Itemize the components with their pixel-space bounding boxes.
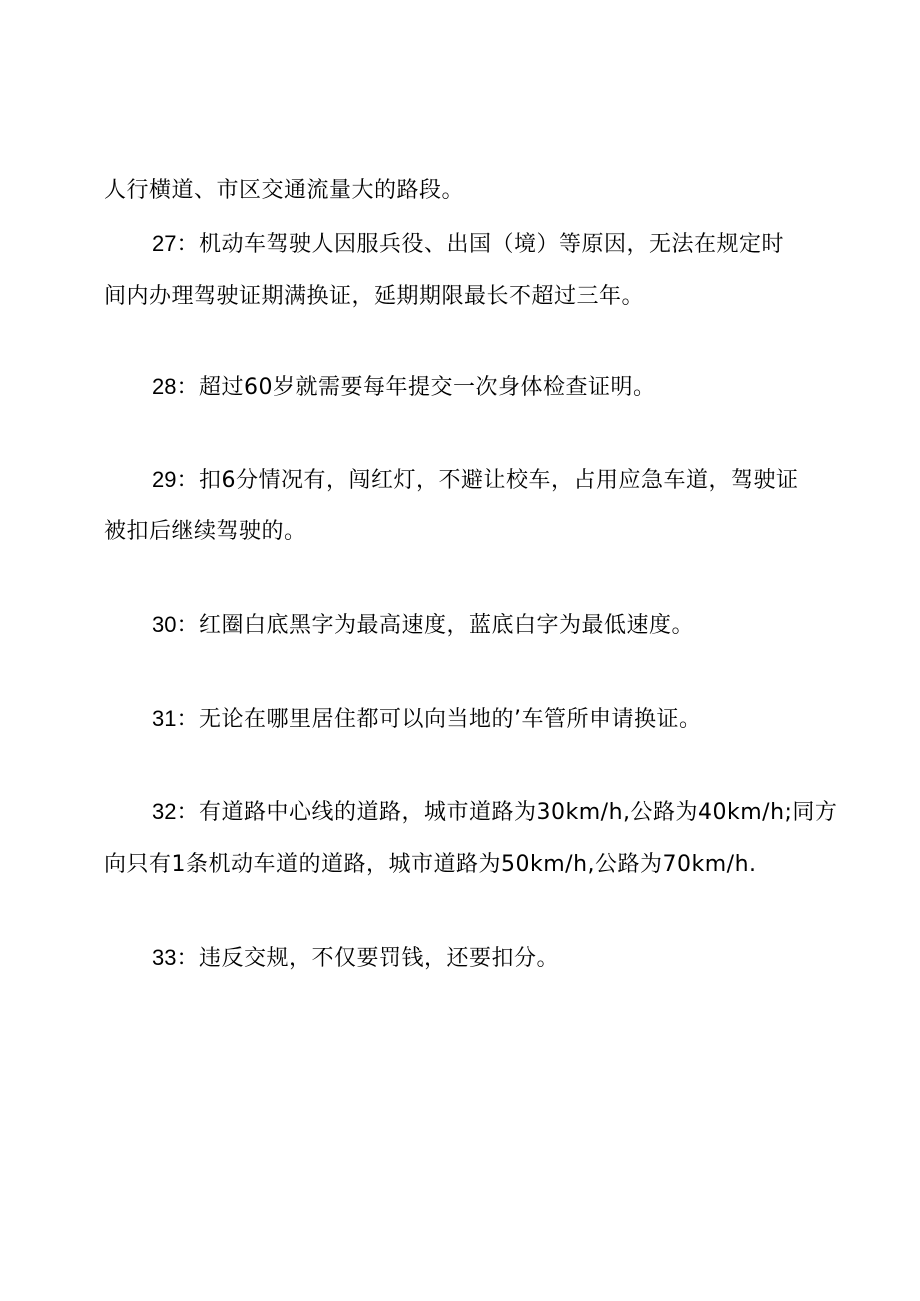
paragraph-text: ：超过60岁就需要每年提交一次身体检查证明。 (176, 375, 656, 400)
paragraph-number: 31 (152, 706, 177, 731)
paragraph-text: ：违反交规，不仅要罚钱，还要扣分。 (176, 946, 559, 971)
paragraph-text: ：红圈白底黑字为最高速度，蓝底白字为最低速度。 (176, 613, 694, 638)
paragraph-27-line-2 (0, 282, 920, 312)
paragraph-text: 向只有1条机动车道的道路，城市道路为50km/h,公路为70km/h. (104, 852, 757, 877)
paragraph-29-line-1 (0, 465, 920, 496)
paragraph-30-line-1 (0, 610, 920, 641)
paragraph-text: ：无论在哪里居住都可以向当地的’车管所申请换证。 (176, 707, 702, 732)
paragraph-32-line-2 (0, 850, 920, 880)
paragraph-33-line-1 (0, 943, 920, 974)
paragraph-number: 32 (152, 799, 177, 824)
paragraph-text: 被扣后继续驾驶的。 (104, 519, 307, 544)
paragraph-text: 人行横道、市区交通流量大的路段。 (104, 178, 465, 203)
paragraph-31-line-1 (0, 704, 920, 735)
paragraph-text: ：扣6分情况有，闯红灯，不避让校车，占用应急车道，驾驶证 (176, 468, 799, 493)
paragraph-number: 33 (152, 945, 177, 970)
paragraph-number: 30 (152, 612, 177, 637)
paragraph-29-line-2 (0, 517, 920, 547)
paragraph-text: ：有道路中心线的道路，城市道路为30km/h,公路为40km/h;同方 (176, 800, 838, 825)
paragraph-text: ：机动车驾驶人因服兵役、出国（境）等原因，无法在规定时 (176, 232, 784, 257)
paragraph-number: 29 (152, 467, 177, 492)
paragraph-28-line-1 (0, 372, 920, 403)
paragraph-26-line-1 (0, 176, 920, 206)
paragraph-32-line-1 (0, 797, 920, 828)
paragraph-27-line-1 (0, 229, 920, 260)
paragraph-text: 间内办理驾驶证期满换证，延期期限最长不超过三年。 (104, 284, 645, 309)
paragraph-number: 27 (152, 231, 177, 256)
paragraph-number: 28 (152, 374, 177, 399)
